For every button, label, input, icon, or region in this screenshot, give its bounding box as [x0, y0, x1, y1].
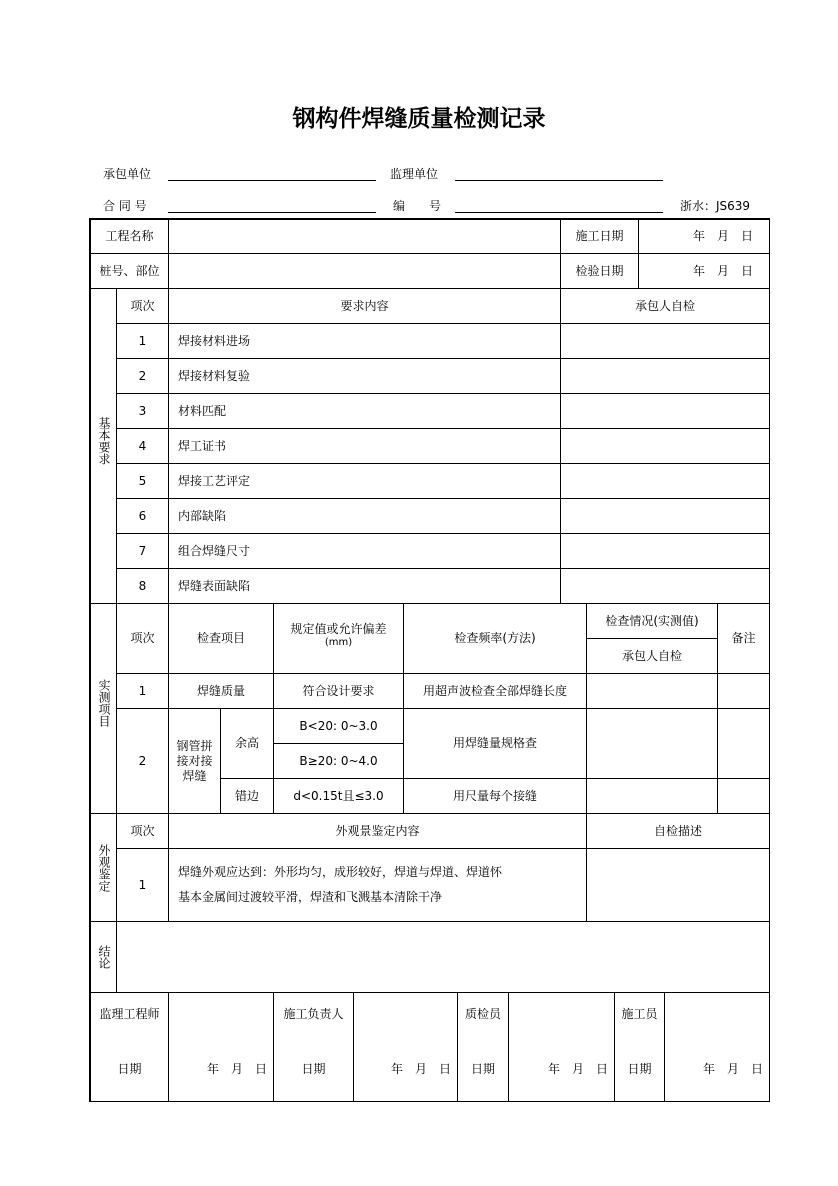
- basic-row-self-check[interactable]: [560, 568, 770, 604]
- measured-row-self-check[interactable]: [586, 778, 718, 814]
- col-no-header: 项次: [116, 813, 169, 849]
- basic-row-content: 焊接材料复验: [168, 358, 561, 394]
- measured-row-remark[interactable]: [717, 708, 770, 779]
- col-item-header: 检查项目: [168, 603, 274, 674]
- measured-row-value: d<0.15t且≤3.0: [273, 778, 404, 814]
- measured-row-method: 用超声波检查全部焊缝长度: [403, 673, 587, 709]
- measured-subitem: 余高: [220, 708, 274, 779]
- basic-row-content: 材料匹配: [168, 393, 561, 429]
- measured-row-remark[interactable]: [717, 673, 770, 709]
- measured-row-value: B≥20: 0~4.0: [273, 743, 404, 779]
- date-blank: 年 月 日: [390, 1062, 451, 1076]
- measured-row-self-check[interactable]: [586, 673, 718, 709]
- number-label: 编 号: [393, 199, 442, 213]
- basic-row-self-check[interactable]: [560, 393, 770, 429]
- date-label: 日期: [117, 1062, 142, 1076]
- basic-row-no: 6: [116, 498, 169, 534]
- construction-date-field[interactable]: 年 月 日: [638, 219, 770, 254]
- col-self-check-header: 承包人自检: [586, 638, 718, 674]
- signature-inspector: [457, 992, 509, 1102]
- signature-role-label: 监理工程师: [99, 1007, 160, 1021]
- date-label: 日期: [627, 1062, 652, 1076]
- col-tolerance-header: [273, 603, 404, 674]
- col-remark-header: 备注: [717, 603, 770, 674]
- signature-construction-lead: [273, 992, 354, 1102]
- project-name-label: 工程名称: [90, 219, 169, 254]
- signature-construction-lead-field[interactable]: [353, 992, 458, 1102]
- col-frequency-header: 检查频率(方法): [403, 603, 587, 674]
- appearance-row-no: 1: [116, 848, 169, 922]
- measured-row-item: 焊缝质量: [168, 673, 274, 709]
- basic-row-self-check[interactable]: [560, 463, 770, 499]
- measured-row-item: 钢管拼接对接焊缝: [168, 708, 221, 814]
- supervisor-field[interactable]: [455, 180, 663, 181]
- date-blank: 年 月 日: [206, 1062, 267, 1076]
- measured-row-value: 符合设计要求: [273, 673, 404, 709]
- date-label: 日期: [301, 1062, 326, 1076]
- basic-row-self-check[interactable]: [560, 358, 770, 394]
- tolerance-unit: (mm): [324, 637, 353, 648]
- tolerance-label: 规定值或允许偏差: [290, 622, 387, 636]
- basic-row-self-check[interactable]: [560, 498, 770, 534]
- basic-row-no: 7: [116, 533, 169, 569]
- supervisor-label: 监理单位: [390, 167, 439, 181]
- date-blank: 年 月 日: [702, 1062, 763, 1076]
- appearance-text-line2: 基本金属间过渡较平滑，焊渣和飞溅基本清除干净: [178, 890, 443, 904]
- col-description-header: 自检描述: [586, 813, 770, 849]
- signature-supervisor: [90, 992, 169, 1102]
- col-check-header: 检查情况(实测值): [586, 603, 718, 639]
- appearance-section-label: 外观鉴定: [90, 813, 117, 922]
- col-content-header: 外观景鉴定内容: [168, 813, 587, 849]
- basic-row-self-check[interactable]: [560, 533, 770, 569]
- number-field[interactable]: [455, 212, 663, 213]
- stake-part-field[interactable]: [168, 253, 561, 289]
- measured-row-self-check[interactable]: [586, 708, 718, 779]
- form-code: 浙水：JS639: [680, 199, 751, 213]
- page-title: 钢构件焊缝质量检测记录: [292, 106, 546, 132]
- col-no-header: 项次: [116, 288, 169, 324]
- basic-row-no: 8: [116, 568, 169, 604]
- signature-worker-field[interactable]: [664, 992, 770, 1102]
- basic-row-content: 组合焊缝尺寸: [168, 533, 561, 569]
- measured-subitem: 错边: [220, 778, 274, 814]
- contract-no-field[interactable]: [168, 212, 376, 213]
- contractor-field[interactable]: [168, 180, 376, 181]
- inspection-date-field[interactable]: 年 月 日: [638, 253, 770, 289]
- basic-row-content: 内部缺陷: [168, 498, 561, 534]
- project-name-field[interactable]: [168, 219, 561, 254]
- signature-role-label: 施工员: [621, 1007, 658, 1021]
- measured-row-method: 用焊缝量规格查: [403, 708, 587, 779]
- appearance-row-content: [168, 848, 587, 922]
- construction-date-label: 施工日期: [560, 219, 639, 254]
- appearance-text-line1: 焊缝外观应达到：外形均匀，成形较好，焊道与焊道、焊道怀: [178, 864, 503, 879]
- conclusion-field[interactable]: [116, 921, 770, 993]
- signature-role-label: 施工负责人: [283, 1007, 344, 1021]
- appearance-row-description[interactable]: [586, 848, 770, 922]
- basic-row-no: 4: [116, 428, 169, 464]
- col-self-check-header: 承包人自检: [560, 288, 770, 324]
- basic-row-no: 2: [116, 358, 169, 394]
- date-blank: 年 月 日: [547, 1062, 608, 1076]
- measured-row-remark[interactable]: [717, 778, 770, 814]
- basic-row-no: 1: [116, 323, 169, 359]
- basic-row-content: 焊接工艺评定: [168, 463, 561, 499]
- basic-row-content: 焊工证书: [168, 428, 561, 464]
- col-no-header: 项次: [116, 603, 169, 674]
- basic-section-label: 基本要求: [90, 288, 117, 604]
- measured-row-method: 用尺量每个接缝: [403, 778, 587, 814]
- basic-row-self-check[interactable]: [560, 428, 770, 464]
- col-content-header: 要求内容: [168, 288, 561, 324]
- contract-no-label: 合 同 号: [103, 199, 147, 213]
- signature-inspector-field[interactable]: [508, 992, 615, 1102]
- conclusion-label: 结论: [90, 921, 117, 993]
- date-label: 日期: [470, 1062, 495, 1076]
- inspection-date-label: 检验日期: [560, 253, 639, 289]
- signature-worker: [614, 992, 665, 1102]
- basic-row-no: 5: [116, 463, 169, 499]
- measured-row-no: 2: [116, 708, 169, 814]
- basic-row-no: 3: [116, 393, 169, 429]
- basic-row-content: 焊缝表面缺陷: [168, 568, 561, 604]
- basic-row-content: 焊接材料进场: [168, 323, 561, 359]
- contractor-label: 承包单位: [103, 167, 152, 181]
- measured-row-value: B<20: 0~3.0: [273, 708, 404, 744]
- measured-section-label: 实测项目: [90, 603, 117, 814]
- signature-role-label: 质检员: [464, 1007, 501, 1021]
- basic-row-self-check[interactable]: [560, 323, 770, 359]
- signature-supervisor-field[interactable]: [168, 992, 274, 1102]
- stake-part-label: 桩号、部位: [90, 253, 169, 289]
- measured-row-no: 1: [116, 673, 169, 709]
